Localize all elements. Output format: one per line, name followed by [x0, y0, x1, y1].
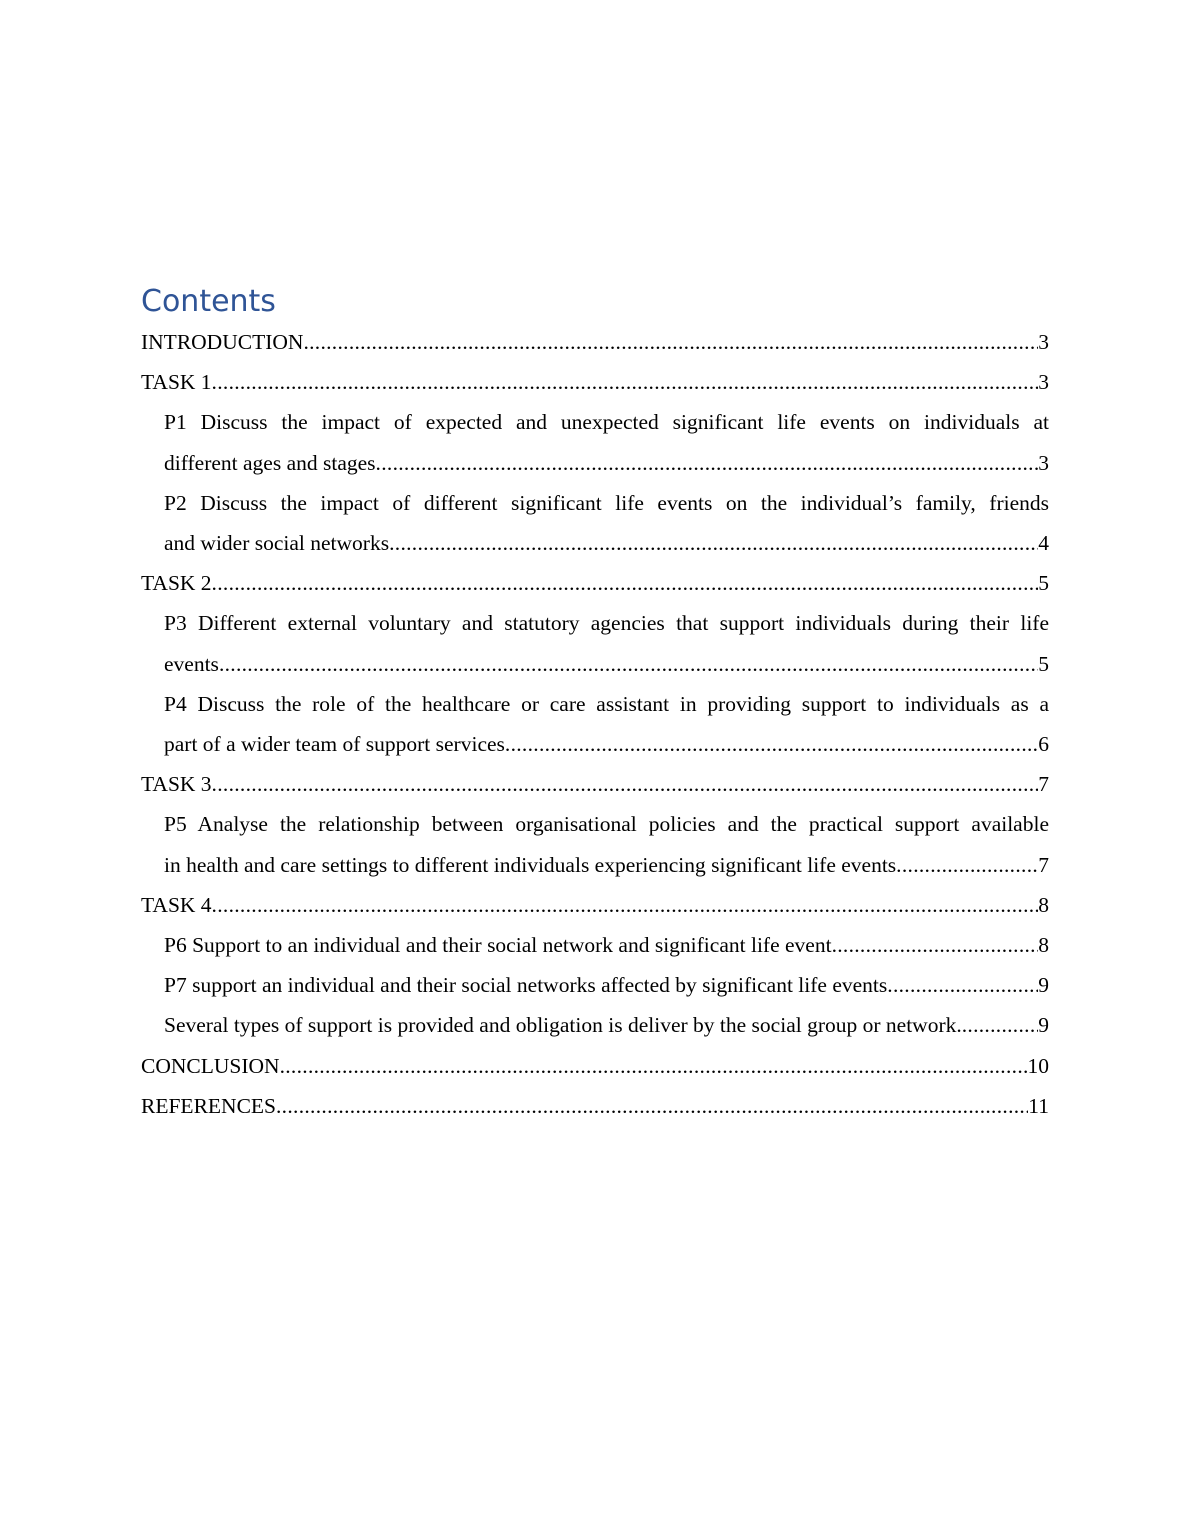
- toc-page-number: 10: [1027, 1053, 1049, 1078]
- toc-entry-text: REFERENCES: [141, 1086, 276, 1126]
- toc-dot-leader: [212, 764, 1039, 804]
- toc-entry-text: in health and care settings to different individuals experiencing significant life events: [164, 845, 896, 885]
- toc-entry-text: different ages and stages: [164, 443, 376, 483]
- toc-entry-text: TASK 2: [141, 563, 212, 603]
- toc-dot-leader: [962, 1005, 1039, 1045]
- toc-page-number: 7: [1038, 852, 1049, 877]
- toc-page-number: 5: [1038, 651, 1049, 676]
- toc-page-number: 5: [1038, 571, 1049, 596]
- toc-list: [141, 322, 1049, 1126]
- toc-entry-text: TASK 3: [141, 764, 212, 804]
- toc-page-number: 3: [1038, 370, 1049, 395]
- toc-dot-leader: [219, 644, 1038, 684]
- toc-dot-leader: [832, 925, 1039, 965]
- toc-page-number: 7: [1038, 772, 1049, 797]
- table-of-contents: [141, 282, 1049, 1126]
- toc-dot-leader: [376, 443, 1039, 483]
- toc-page-number: 6: [1038, 732, 1049, 757]
- toc-dot-leader: [505, 724, 1038, 764]
- toc-entry-text: TASK 1: [141, 362, 212, 402]
- toc-dot-leader: [280, 1046, 1028, 1086]
- toc-entry-text: events: [164, 644, 219, 684]
- toc-dot-leader: [212, 563, 1039, 603]
- toc-page-number: 11: [1028, 1093, 1049, 1118]
- toc-entry[interactable]: [141, 362, 1049, 402]
- toc-entry-text: P1 Discuss the impact of expected and unexpected significant life events on individuals at: [164, 410, 1049, 435]
- toc-page-number: 4: [1038, 531, 1049, 556]
- toc-entry[interactable]: [141, 965, 1049, 1005]
- toc-entry[interactable]: [141, 603, 1049, 683]
- toc-entry-text: P6 Support to an individual and their social network and significant life event: [164, 925, 832, 965]
- toc-entry[interactable]: [141, 563, 1049, 603]
- toc-entry-text: INTRODUCTION: [141, 322, 303, 362]
- toc-entry[interactable]: [141, 804, 1049, 884]
- toc-entry-text: part of a wider team of support services: [164, 724, 505, 764]
- toc-entry[interactable]: [141, 402, 1049, 482]
- toc-page-number: 9: [1038, 1013, 1049, 1038]
- toc-dot-leader: [887, 965, 1038, 1005]
- toc-dot-leader: [389, 523, 1038, 563]
- toc-entry-text: P2 Discuss the impact of different significant life events on the individual’s family, friends: [164, 490, 1049, 515]
- toc-entry[interactable]: [141, 322, 1049, 362]
- toc-dot-leader: [896, 845, 1038, 885]
- toc-page-number: 8: [1038, 892, 1049, 917]
- toc-entry-text: P4 Discuss the role of the healthcare or care assistant in providing support to individuals as a: [164, 691, 1049, 716]
- toc-entry-text: P5 Analyse the relationship between organisational policies and the practical support available: [164, 812, 1049, 837]
- toc-page-number: 8: [1038, 933, 1049, 958]
- toc-entry[interactable]: [141, 764, 1049, 804]
- toc-title: Contents: [141, 284, 276, 319]
- toc-entry[interactable]: [141, 1046, 1049, 1086]
- toc-entry[interactable]: [141, 885, 1049, 925]
- toc-entry-text: and wider social networks: [164, 523, 389, 563]
- toc-entry-text: P7 support an individual and their social networks affected by significant life events: [164, 965, 887, 1005]
- toc-page-number: 3: [1038, 450, 1049, 475]
- toc-dot-leader: [212, 885, 1039, 925]
- toc-entry[interactable]: [141, 483, 1049, 563]
- toc-dot-leader: [276, 1086, 1028, 1126]
- toc-dot-leader: [303, 322, 1038, 362]
- toc-page-number: 9: [1038, 973, 1049, 998]
- toc-entry-text: Several types of support is provided and obligation is deliver by the social group or network.: [164, 1005, 962, 1045]
- toc-entry-text: P3 Different external voluntary and statutory agencies that support individuals during their life: [164, 611, 1049, 636]
- toc-page-number: 3: [1038, 330, 1049, 354]
- toc-entry[interactable]: [141, 1005, 1049, 1045]
- toc-entry-text: TASK 4: [141, 885, 212, 925]
- toc-dot-leader: [212, 362, 1039, 402]
- toc-entry[interactable]: [141, 1086, 1049, 1126]
- toc-entry[interactable]: [141, 684, 1049, 764]
- toc-entry-text: CONCLUSION: [141, 1046, 280, 1086]
- toc-entry[interactable]: [141, 925, 1049, 965]
